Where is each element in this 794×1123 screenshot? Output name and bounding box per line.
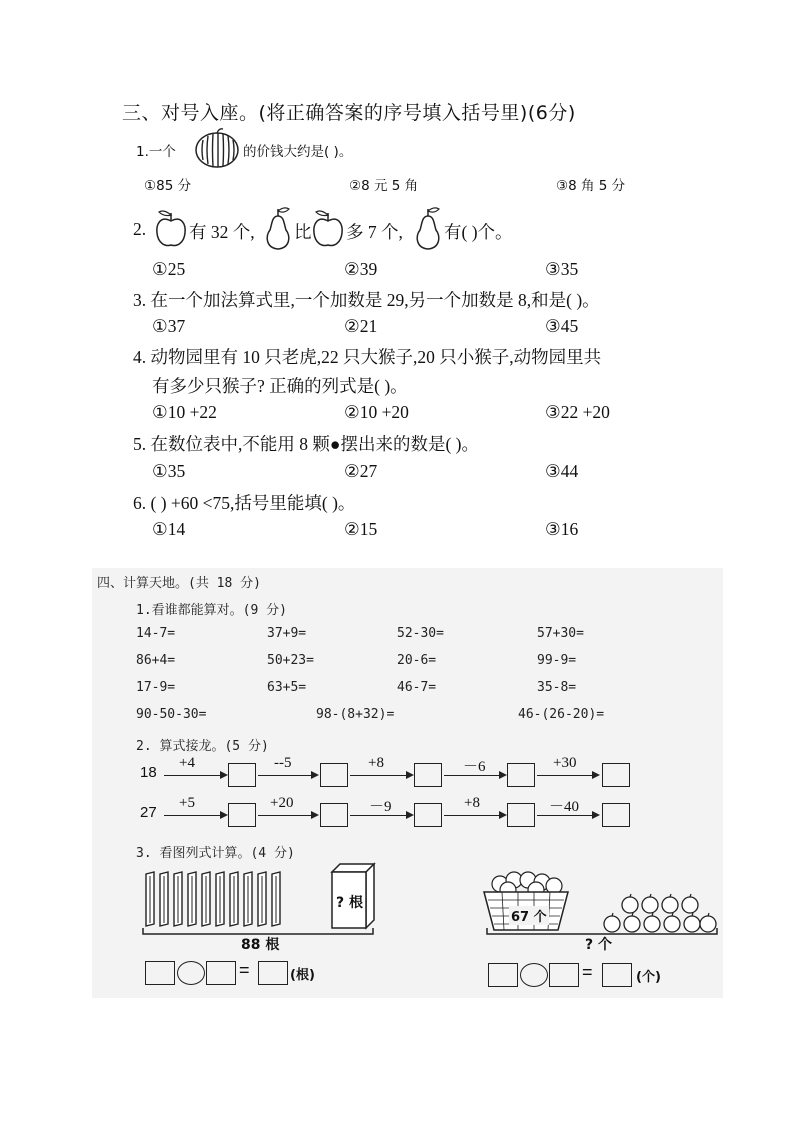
answer-box[interactable] bbox=[549, 963, 579, 987]
q5-option-1: ①35 bbox=[152, 461, 186, 481]
answer-box[interactable] bbox=[145, 961, 175, 985]
q3-option-2: ②21 bbox=[344, 316, 378, 336]
q2-number: 2. bbox=[133, 219, 147, 239]
arrow-icon bbox=[164, 775, 226, 776]
q2-text-3: 多 7 个, bbox=[346, 222, 403, 242]
chain-op: +4 bbox=[179, 755, 195, 771]
answer-box[interactable] bbox=[414, 803, 442, 827]
q5-text: 5. 在数位表中,不能用 8 颗●摆出来的数是( )。 bbox=[133, 434, 479, 454]
operator-circle[interactable] bbox=[520, 963, 548, 987]
chain-op: +8 bbox=[368, 755, 384, 771]
section-3-title: 三、对号入座。(将正确答案的序号填入括号里)(6分) bbox=[122, 102, 576, 124]
answer-box[interactable] bbox=[228, 803, 256, 827]
total-label: 88 根 bbox=[241, 937, 280, 953]
q5-option-2: ②27 bbox=[344, 461, 378, 481]
operator-circle[interactable] bbox=[177, 961, 205, 985]
equation-item: 50+23= bbox=[267, 653, 314, 668]
answer-box[interactable] bbox=[320, 763, 348, 787]
equation-item: 52-30= bbox=[397, 626, 444, 641]
part-3-title: 3. 看图列式计算。(4 分) bbox=[136, 846, 295, 861]
equals-sign: = bbox=[582, 962, 593, 982]
answer-box[interactable] bbox=[320, 803, 348, 827]
q4-option-2: ②10 +20 bbox=[344, 402, 409, 422]
q1-suffix: 的价钱大约是( )。 bbox=[243, 144, 353, 160]
chain-1-start: 18 bbox=[140, 764, 157, 781]
apple-icon bbox=[154, 207, 188, 249]
part-1-title: 1.看谁都能算对。(9 分) bbox=[136, 603, 287, 618]
answer-box[interactable] bbox=[414, 763, 442, 787]
chain-op: －6 bbox=[463, 759, 486, 775]
chain-op: +20 bbox=[270, 795, 294, 811]
unit-label: (根) bbox=[290, 968, 315, 983]
equation-item: 46-(26-20)= bbox=[518, 707, 605, 722]
q3-text: 3. 在一个加法算式里,一个加数是 29,另一个加数是 8,和是( )。 bbox=[133, 290, 600, 310]
q4-option-1: ①10 +22 bbox=[152, 402, 217, 422]
chain-op: －40 bbox=[549, 799, 580, 815]
equation-item: 98-(8+32)= bbox=[316, 707, 395, 722]
answer-box[interactable] bbox=[602, 803, 630, 827]
q6-option-1: ①14 bbox=[152, 519, 186, 539]
answer-box[interactable] bbox=[507, 803, 535, 827]
q2-option-3: ③35 bbox=[545, 259, 579, 279]
q1-option-3: ③8 角 5 分 bbox=[556, 178, 626, 194]
answer-box[interactable] bbox=[602, 763, 630, 787]
equation-item: 86+4= bbox=[136, 653, 176, 668]
q1-option-2: ②8 元 5 角 bbox=[349, 178, 419, 194]
q3-option-1: ①37 bbox=[152, 316, 186, 336]
answer-box[interactable] bbox=[488, 963, 518, 987]
q2-option-2: ②39 bbox=[344, 259, 378, 279]
arrow-icon bbox=[258, 815, 317, 816]
q6-option-2: ②15 bbox=[344, 519, 378, 539]
equation-item: 63+5= bbox=[267, 680, 307, 695]
chain-op: －9 bbox=[369, 799, 392, 815]
q4-text-line-2: 有多少只猴子? 正确的列式是( )。 bbox=[152, 376, 408, 396]
answer-box[interactable] bbox=[206, 961, 236, 985]
q5-option-3: ③44 bbox=[545, 461, 579, 481]
arrow-icon bbox=[350, 775, 412, 776]
q2-text-1: 有 32 个, bbox=[189, 222, 255, 242]
equation-item: 99-9= bbox=[537, 653, 577, 668]
basket-label: 67 个 bbox=[509, 906, 549, 925]
arrow-icon bbox=[258, 775, 317, 776]
q2-text-2: 比 bbox=[294, 222, 312, 242]
q2-option-1: ①25 bbox=[152, 259, 186, 279]
q1-prefix: 1.一个 bbox=[136, 144, 176, 160]
box-label: ? 根 bbox=[336, 895, 363, 911]
q6-text: 6. ( ) +60 <75,括号里能填( )。 bbox=[133, 493, 356, 513]
pear-icon bbox=[262, 206, 294, 252]
pear-icon bbox=[412, 206, 444, 252]
q2-text-4: 有( )个。 bbox=[444, 222, 513, 242]
q6-option-3: ③16 bbox=[545, 519, 579, 539]
equation-item: 17-9= bbox=[136, 680, 176, 695]
answer-box[interactable] bbox=[507, 763, 535, 787]
q1-option-1: ①85 分 bbox=[144, 178, 192, 194]
part-2-title: 2. 算式接龙。(5 分) bbox=[136, 739, 269, 754]
chain-op: --5 bbox=[274, 755, 292, 771]
q3-option-3: ③45 bbox=[545, 316, 579, 336]
equation-item: 46-7= bbox=[397, 680, 437, 695]
total-label: ? 个 bbox=[585, 937, 612, 953]
answer-box[interactable] bbox=[228, 763, 256, 787]
equation-item: 14-7= bbox=[136, 626, 176, 641]
arrow-icon bbox=[164, 815, 226, 816]
watermelon-icon bbox=[193, 126, 241, 170]
equation-item: 37+9= bbox=[267, 626, 307, 641]
equation-item: 20-6= bbox=[397, 653, 437, 668]
chain-op: +30 bbox=[553, 755, 577, 771]
answer-box[interactable] bbox=[602, 963, 632, 987]
equation-item: 35-8= bbox=[537, 680, 577, 695]
chain-op: +5 bbox=[179, 795, 195, 811]
answer-box[interactable] bbox=[258, 961, 288, 985]
q4-text-line-1: 4. 动物园里有 10 只老虎,22 只大猴子,20 只小猴子,动物园里共 bbox=[133, 347, 602, 367]
q4-option-3: ③22 +20 bbox=[545, 402, 610, 422]
chain-2-start: 27 bbox=[140, 804, 157, 821]
arrow-icon bbox=[537, 775, 598, 776]
apple-icon bbox=[311, 207, 345, 249]
unit-label: (个) bbox=[636, 970, 661, 985]
chain-op: +8 bbox=[464, 795, 480, 811]
section-4-title: 四、计算天地。(共 18 分) bbox=[97, 576, 261, 591]
equals-sign: = bbox=[239, 960, 250, 980]
arrow-icon bbox=[444, 815, 505, 816]
equation-item: 90-50-30= bbox=[136, 707, 207, 722]
equation-item: 57+30= bbox=[537, 626, 584, 641]
sticks-icon bbox=[140, 868, 316, 930]
